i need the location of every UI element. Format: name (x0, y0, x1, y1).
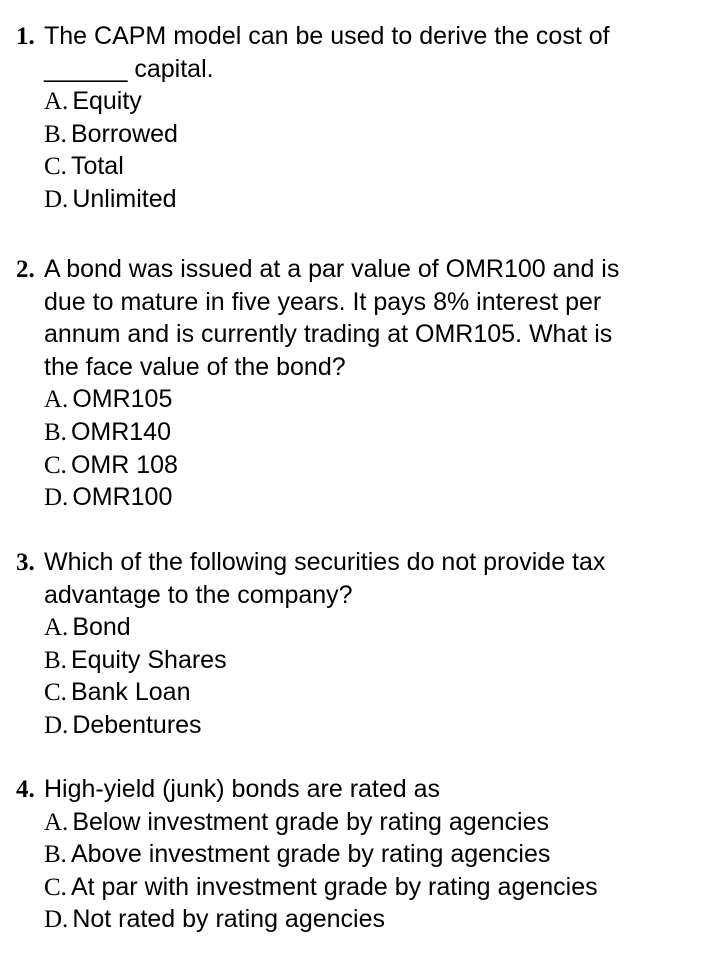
question-4 (16, 773, 598, 936)
option-c[interactable] (16, 871, 598, 904)
question-line (16, 53, 706, 86)
option-text: Equity (72, 87, 142, 116)
option-letter: D. (44, 711, 69, 739)
option-text: Not rated by rating agencies (72, 905, 385, 934)
question-line (16, 351, 619, 384)
option-b[interactable] (16, 118, 706, 151)
option-d[interactable] (16, 481, 619, 514)
question-line (16, 286, 619, 319)
option-text: Equity Shares (70, 645, 227, 674)
option-a[interactable] (16, 611, 605, 644)
question-text: due to mature in five years. It pays 8% interest per (44, 287, 602, 316)
option-d[interactable] (16, 903, 598, 936)
option-letter: C. (44, 873, 67, 901)
option-b[interactable] (16, 838, 598, 871)
option-text: At par with investment grade by rating agencies (70, 872, 598, 901)
option-letter: D. (44, 484, 69, 512)
option-text: Debentures (72, 710, 202, 739)
question-text: advantage to the company? (44, 580, 353, 609)
option-a[interactable] (16, 85, 706, 118)
question-text: ______ capital. (44, 54, 214, 83)
option-text: OMR140 (70, 417, 171, 446)
option-c[interactable] (16, 449, 619, 482)
question-text: Which of the following securities do not provide tax (44, 548, 606, 576)
option-letter: A. (44, 386, 69, 414)
option-text: Below investment grade by rating agencies (72, 807, 549, 836)
option-c[interactable] (16, 676, 605, 709)
question-3 (16, 546, 605, 742)
option-letter: A. (44, 808, 69, 836)
option-text: Above investment grade by rating agencies (70, 840, 551, 869)
question-number: 4. (16, 776, 35, 803)
option-text: Total (70, 152, 124, 181)
option-letter: C. (44, 451, 67, 479)
question-1 (16, 20, 706, 216)
option-letter: B. (44, 418, 67, 446)
option-letter: C. (44, 153, 67, 181)
question-line (16, 318, 619, 351)
question-text: The CAPM model can be used to derive the cost of (44, 22, 610, 50)
option-b[interactable] (16, 644, 605, 677)
option-text: OMR105 (72, 385, 173, 414)
option-d[interactable] (16, 709, 605, 742)
option-letter: B. (44, 120, 67, 148)
option-letter: A. (44, 88, 69, 116)
option-letter: B. (44, 841, 67, 869)
question-text: A bond was issued at a par value of OMR100 and is (44, 255, 620, 283)
question-text: annum and is currently trading at OMR105. What is (44, 320, 613, 349)
question-text: the face value of the bond? (44, 352, 346, 381)
option-letter: C. (44, 679, 67, 707)
question-number: 2. (16, 256, 35, 283)
question-text: High-yield (junk) bonds are rated as (44, 775, 441, 803)
option-a[interactable] (16, 806, 598, 839)
question-line (16, 773, 598, 806)
question-number: 1. (16, 23, 35, 50)
question-number: 3. (16, 549, 35, 576)
option-text: Bank Loan (70, 678, 191, 707)
option-b[interactable] (16, 416, 619, 449)
option-text: Bond (72, 613, 131, 642)
option-letter: D. (44, 185, 69, 213)
option-letter: A. (44, 614, 69, 642)
option-text: OMR100 (72, 483, 173, 512)
option-c[interactable] (16, 150, 706, 183)
option-letter: B. (44, 646, 67, 674)
question-line (16, 20, 706, 53)
option-d[interactable] (16, 183, 706, 216)
quiz-document (16, 20, 706, 934)
question-line (16, 579, 605, 612)
option-text: OMR 108 (70, 450, 178, 479)
option-a[interactable] (16, 383, 619, 416)
option-letter: D. (44, 906, 69, 934)
option-text: Borrowed (70, 119, 178, 148)
question-line (16, 546, 605, 579)
option-text: Unlimited (72, 184, 177, 213)
question-line (16, 253, 619, 286)
question-2 (16, 253, 619, 514)
